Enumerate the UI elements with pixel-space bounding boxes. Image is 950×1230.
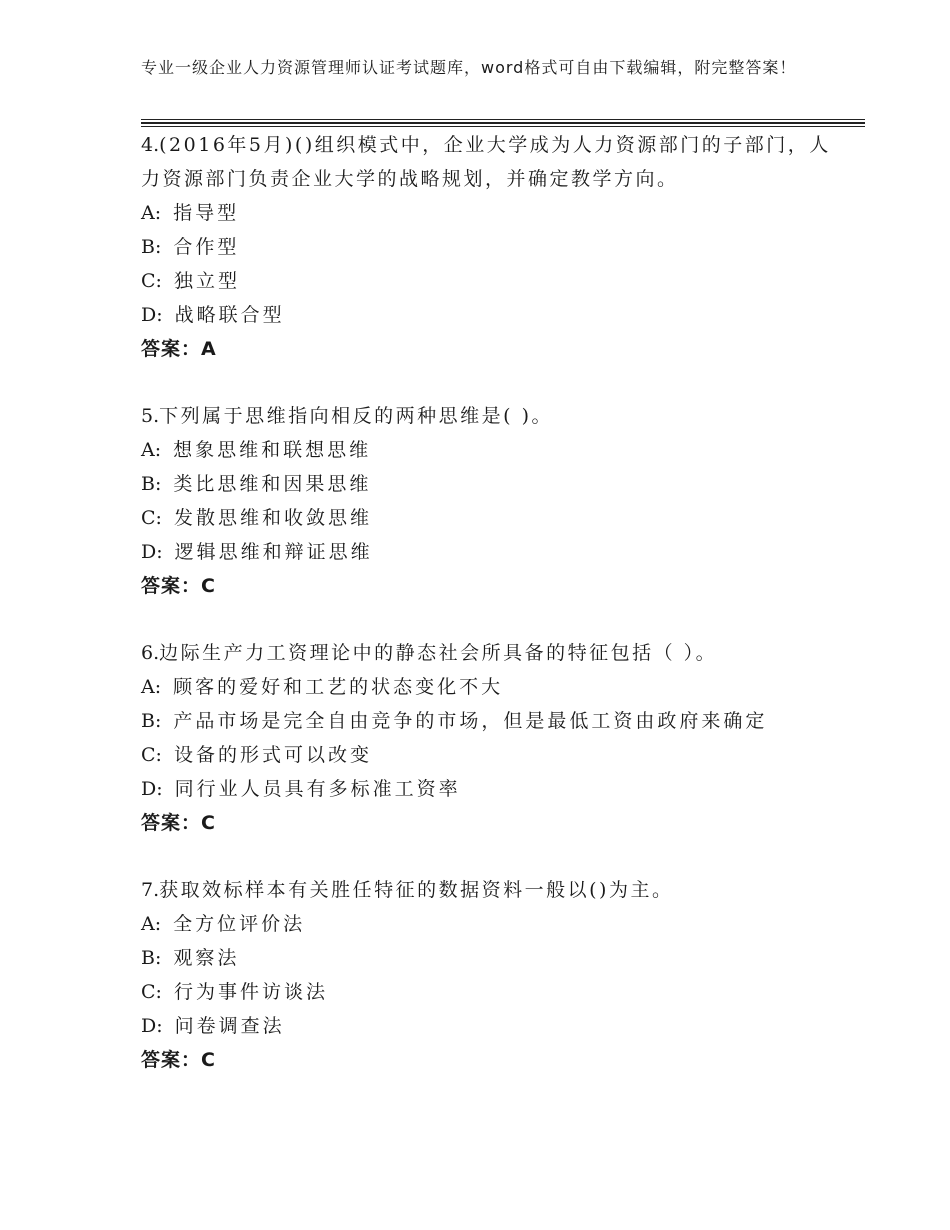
question-number: 6. (141, 642, 160, 664)
header-divider-bottom (141, 126, 865, 127)
option-text: 产品市场是完全自由竞争的市场，但是最低工资由政府来确定 (173, 710, 768, 732)
option-c (141, 501, 831, 535)
option-b (141, 467, 831, 501)
option-a (141, 670, 831, 704)
option-text: 战略联合型 (174, 304, 285, 326)
option-key: D: (141, 1015, 163, 1037)
header-divider-top (141, 119, 865, 120)
option-key: A: (141, 202, 162, 224)
option-b (141, 941, 831, 975)
question-stem: 下列属于思维指向相反的两种思维是( )。 (159, 405, 554, 427)
header-divider-middle (141, 122, 865, 124)
option-text: 问卷调查法 (174, 1015, 285, 1037)
option-c (141, 975, 831, 1009)
option-key: D: (141, 304, 163, 326)
option-text: 类比思维和因果思维 (173, 473, 372, 495)
answer-line (141, 1043, 831, 1077)
option-text: 想象思维和联想思维 (173, 439, 372, 461)
answer-label: 答案： (141, 575, 202, 597)
document-header: 专业一级企业人力资源管理师认证考试题库，word格式可自由下载编辑，附完整答案！ (141, 58, 797, 77)
question-stem: 边际生产力工资理论中的静态社会所具备的特征包括（ ）。 (159, 642, 718, 664)
question-text (141, 636, 831, 670)
answer-label: 答案： (141, 812, 202, 834)
option-key: C: (141, 507, 162, 529)
option-d (141, 298, 831, 332)
question-5 (141, 399, 831, 603)
option-key: D: (141, 541, 163, 563)
answer-line (141, 332, 831, 366)
question-number: 5. (141, 405, 160, 427)
question-7 (141, 873, 831, 1077)
option-text: 发散思维和收敛思维 (173, 507, 372, 529)
answer-label: 答案： (141, 338, 202, 360)
option-a (141, 433, 831, 467)
option-b (141, 704, 831, 738)
option-b (141, 230, 831, 264)
option-text: 独立型 (173, 270, 240, 292)
question-text (141, 873, 831, 907)
option-a (141, 907, 831, 941)
option-key: C: (141, 981, 162, 1003)
option-text: 行为事件访谈法 (173, 981, 328, 1003)
answer-value: A (201, 338, 217, 360)
question-stem: (2016年5月)()组织模式中，企业大学成为人力资源部门的子部门，人力资源部门负责企业大学的战略规划，并确定教学方向。 (141, 134, 831, 190)
question-number: 4. (141, 134, 160, 156)
option-key: C: (141, 270, 162, 292)
option-a (141, 196, 831, 230)
question-list (141, 128, 831, 1110)
option-text: 全方位评价法 (173, 913, 306, 935)
question-4 (141, 128, 831, 366)
option-key: B: (141, 236, 162, 258)
question-6 (141, 636, 831, 840)
option-text: 合作型 (173, 236, 240, 258)
option-key: B: (141, 947, 162, 969)
answer-value: C (201, 575, 216, 597)
option-key: B: (141, 710, 162, 732)
answer-value: C (201, 1049, 216, 1071)
option-key: C: (141, 744, 162, 766)
answer-value: C (201, 812, 216, 834)
option-key: A: (141, 913, 162, 935)
answer-line (141, 806, 831, 840)
option-d (141, 1009, 831, 1043)
option-key: A: (141, 676, 162, 698)
option-c (141, 738, 831, 772)
question-number: 7. (141, 879, 160, 901)
option-text: 逻辑思维和辩证思维 (174, 541, 373, 563)
option-key: D: (141, 778, 163, 800)
option-key: B: (141, 473, 162, 495)
answer-label: 答案： (141, 1049, 202, 1071)
option-c (141, 264, 831, 298)
option-text: 指导型 (173, 202, 240, 224)
question-text (141, 399, 831, 433)
option-text: 观察法 (173, 947, 240, 969)
option-d (141, 772, 831, 806)
option-text: 顾客的爱好和工艺的状态变化不大 (173, 676, 504, 698)
question-text (141, 128, 831, 196)
option-key: A: (141, 439, 162, 461)
option-text: 设备的形式可以改变 (173, 744, 372, 766)
question-stem: 获取效标样本有关胜任特征的数据资料一般以()为主。 (159, 879, 674, 901)
option-text: 同行业人员具有多标准工资率 (174, 778, 461, 800)
option-d (141, 535, 831, 569)
answer-line (141, 569, 831, 603)
